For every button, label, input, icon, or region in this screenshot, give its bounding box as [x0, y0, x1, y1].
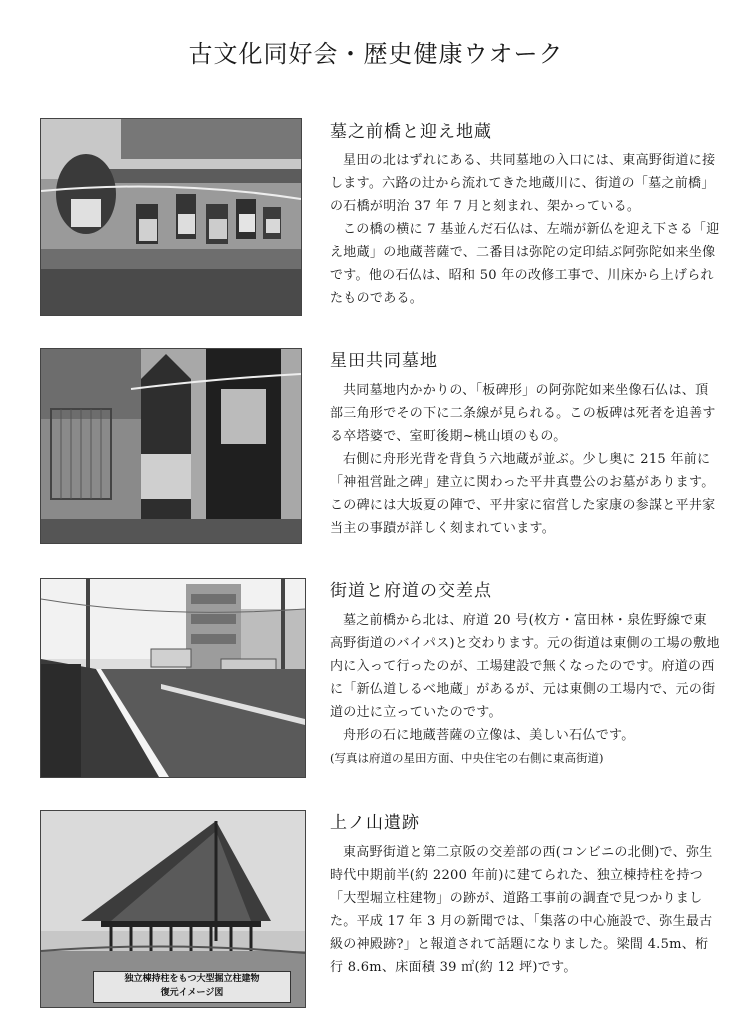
paragraph: 共同墓地内かかりの、「板碑形」の阿弥陀如来坐像石仏は、頂部三角形でその下に二条線が見られる。この板碑は死者を追善する卒塔婆で、室町後期~桃山頃のもの。 — [330, 383, 716, 444]
paragraph: 東高野街道と第二京阪の交差部の西(コンビニの北側)で、弥生時代中期前半(約 2200 年前)に建てられた、独立棟持柱を持つ「大型堀立柱建物」の跡が、道路工事前の調査で見つかりました。平成 17 年 3 月の新聞では、「集落の中心施設で、弥生最古級の神殿跡?」と報道されて話題になりました。梁間 4.5m、桁行 8.6m、床面積 39 ㎡(約 12 坪)です。 — [330, 845, 713, 975]
yayoi-building-illustration — [40, 810, 306, 1008]
page-title: 古文化同好会・歴史健康ウオーク — [188, 40, 564, 69]
caption-line: 復元イメージ図 — [160, 988, 224, 998]
section-body — [330, 149, 720, 310]
paragraph: 星田の北はずれにある、共同墓地の入口には、東高野街道に接します。六路の辻から流れてきた地蔵川に、街道の「墓之前橋」の石橋が明治 37 年 7 月と刻まれ、架かっている。 — [330, 153, 716, 214]
section-body — [330, 609, 720, 770]
photo-note: (写真は府道の星田方面、中央住宅の右側に東高街道) — [330, 751, 604, 765]
section-title: 墓之前橋と迎え地蔵 — [330, 122, 492, 142]
cemetery-stone-buddha-photo — [40, 348, 302, 544]
jizo-by-bridge-photo — [40, 118, 302, 316]
paragraph: この橋の横に 7 基並んだ石仏は、左端が新仏を迎え下さる「迎え地蔵」の地蔵菩薩で、二番目は弥陀の定印結ぶ阿弥陀如来坐像です。他の石仏は、昭和 50 年の改修工事で、川床から上げられたものである。 — [330, 222, 720, 306]
caption-line: 独立棟持柱をもつ大型掘立柱建物 — [124, 974, 260, 984]
road-intersection-photo — [40, 578, 306, 778]
section-title: 星田共同墓地 — [330, 351, 438, 371]
paragraph: 舟形の石に地蔵菩薩の立像は、美しい石仏です。 — [343, 728, 635, 743]
illustration-caption — [93, 971, 291, 1003]
section-body — [330, 841, 720, 979]
section-body — [330, 379, 720, 540]
paragraph: 墓之前橋から北は、府道 20 号(枚方・富田林・泉佐野線で東高野街道のバイパス)と交わります。元の街道は東側の工場の敷地内に入って行ったのが、工場建設で無くなったのです。府道の西に「新仏道しるべ地蔵」があるが、元は東側の工場内で、元の街道の辻に立っていたのです。 — [330, 613, 720, 720]
section-title: 上ノ山遺跡 — [330, 813, 420, 833]
section-title: 街道と府道の交差点 — [330, 581, 492, 601]
paragraph: 右側に舟形光背を背負う六地蔵が並ぶ。少し奥に 215 年前に「神祖営趾之碑」建立に関わった平井真豊公のお墓があります。この碑には大坂夏の陣で、平井家に宿営した家康の参謀と平井家当主の事蹟が詳しく刻まれています。 — [330, 452, 716, 536]
